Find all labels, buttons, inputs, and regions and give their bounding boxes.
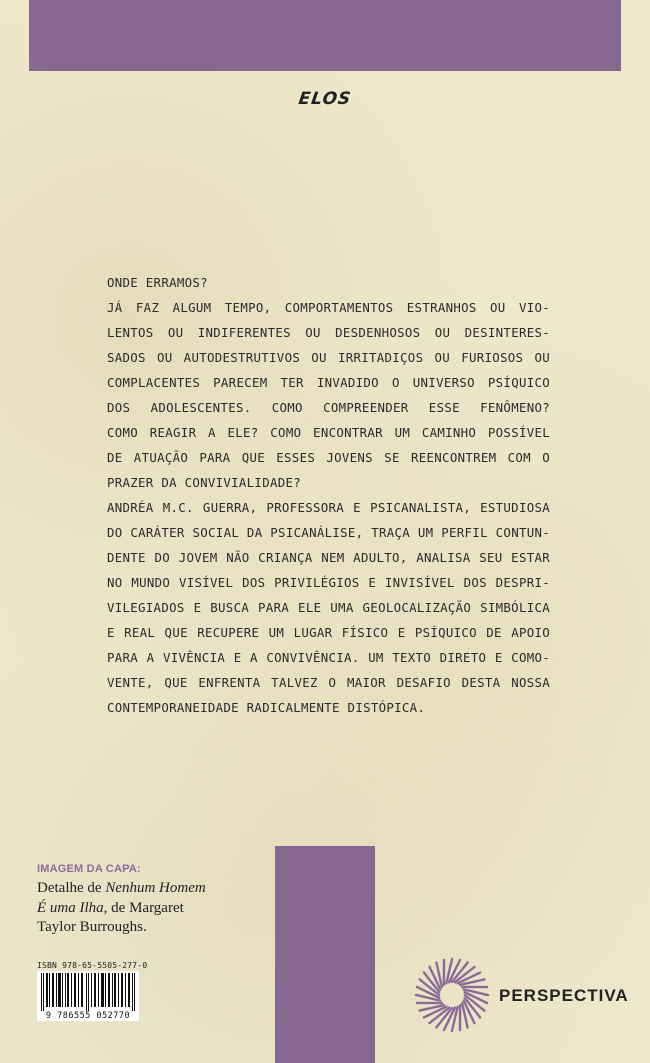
- blurb-line: DO CARÁTER SOCIAL DA PSICANÁLISE, TRAÇA UM PERFIL CONTUN-: [107, 525, 550, 540]
- barcode-bars: [41, 973, 135, 1011]
- blurb-line: DOS ADOLESCENTES. COMO COMPREENDER ESSE FENÔMENO?: [107, 400, 550, 415]
- blurb-line: DE ATUAÇÃO PARA QUE ESSES JOVENS SE REENCONTREM COM O: [107, 450, 550, 465]
- blurb-line: PARA A VIVÊNCIA E A CONVIVÊNCIA. UM TEXTO DIRETO E COMO-: [107, 650, 550, 665]
- credit-text-prefix: Detalhe de: [37, 880, 106, 896]
- artwork-title-part1: Nenhum Homem: [105, 880, 206, 896]
- blurb-line: DENTE DO JOVEM NÃO CRIANÇA NEM ADULTO, ANALISA SEU ESTAR: [107, 550, 550, 565]
- blurb-line: ONDE ERRAMOS?: [107, 275, 208, 290]
- top-purple-band: [29, 0, 621, 71]
- blurb-line: VENTE, QUE ENFRENTA TALVEZ O MAIOR DESAFIO DESTA NOSSA: [107, 675, 550, 690]
- publisher-name: PERSPECTIVA: [499, 986, 629, 1005]
- bottom-purple-band: [275, 846, 375, 1063]
- perspectiva-logo-icon: [414, 957, 490, 1033]
- isbn-barcode: [37, 971, 139, 1021]
- blurb-line: PRAZER DA CONVIVIALIDADE?: [107, 475, 301, 490]
- blurb-line: CONTEMPORANEIDADE RADICALMENTE DISTÓPICA.: [107, 700, 426, 715]
- series-logo: ELOS: [297, 89, 353, 109]
- artwork-title-part2: É uma Ilha,: [37, 899, 108, 916]
- back-cover-blurb: [107, 270, 550, 720]
- blurb-line: NO MUNDO VISÍVEL DOS PRIVILÉGIOS E INVISÍVEL DOS DESPRI-: [107, 575, 550, 590]
- cover-image-credit-title: IMAGEM DA CAPA:: [37, 863, 141, 875]
- blurb-line: COMPLACENTES PARECEM TER INVADIDO O UNIVERSO PSÍQUICO: [107, 375, 550, 390]
- barcode-digits: 9 786555 052770: [45, 1011, 131, 1021]
- blurb-line: E REAL QUE RECUPERE UM LUGAR FÍSICO E PSÍQUICO DE APOIO: [107, 625, 550, 640]
- artist-name: Taylor Burroughs.: [37, 919, 147, 935]
- blurb-line: SADOS OU AUTODESTRUTIVOS OU IRRITADIÇOS OU FURIOSOS OU: [107, 350, 550, 365]
- blurb-line: ANDRÉA M.C. GUERRA, PROFESSORA E PSICANALISTA, ESTUDIOSA: [107, 500, 550, 515]
- blurb-line: JÁ FAZ ALGUM TEMPO, COMPORTAMENTOS ESTRANHOS OU VIO-: [107, 300, 550, 315]
- blurb-line: COMO REAGIR A ELE? COMO ENCONTRAR UM CAMINHO POSSÍVEL: [107, 425, 550, 440]
- cover-image-credit: [37, 879, 237, 938]
- isbn-label: ISBN 978-65-5505-277-0: [37, 961, 148, 970]
- blurb-line: VILEGIADOS E BUSCA PARA ELE UMA GEOLOCALIZAÇÃO SIMBÓLICA: [107, 600, 550, 615]
- credit-text-suffix: de Margaret: [107, 899, 184, 916]
- blurb-line: LENTOS OU INDIFERENTES OU DESDENHOSOS OU DESINTERES-: [107, 325, 550, 340]
